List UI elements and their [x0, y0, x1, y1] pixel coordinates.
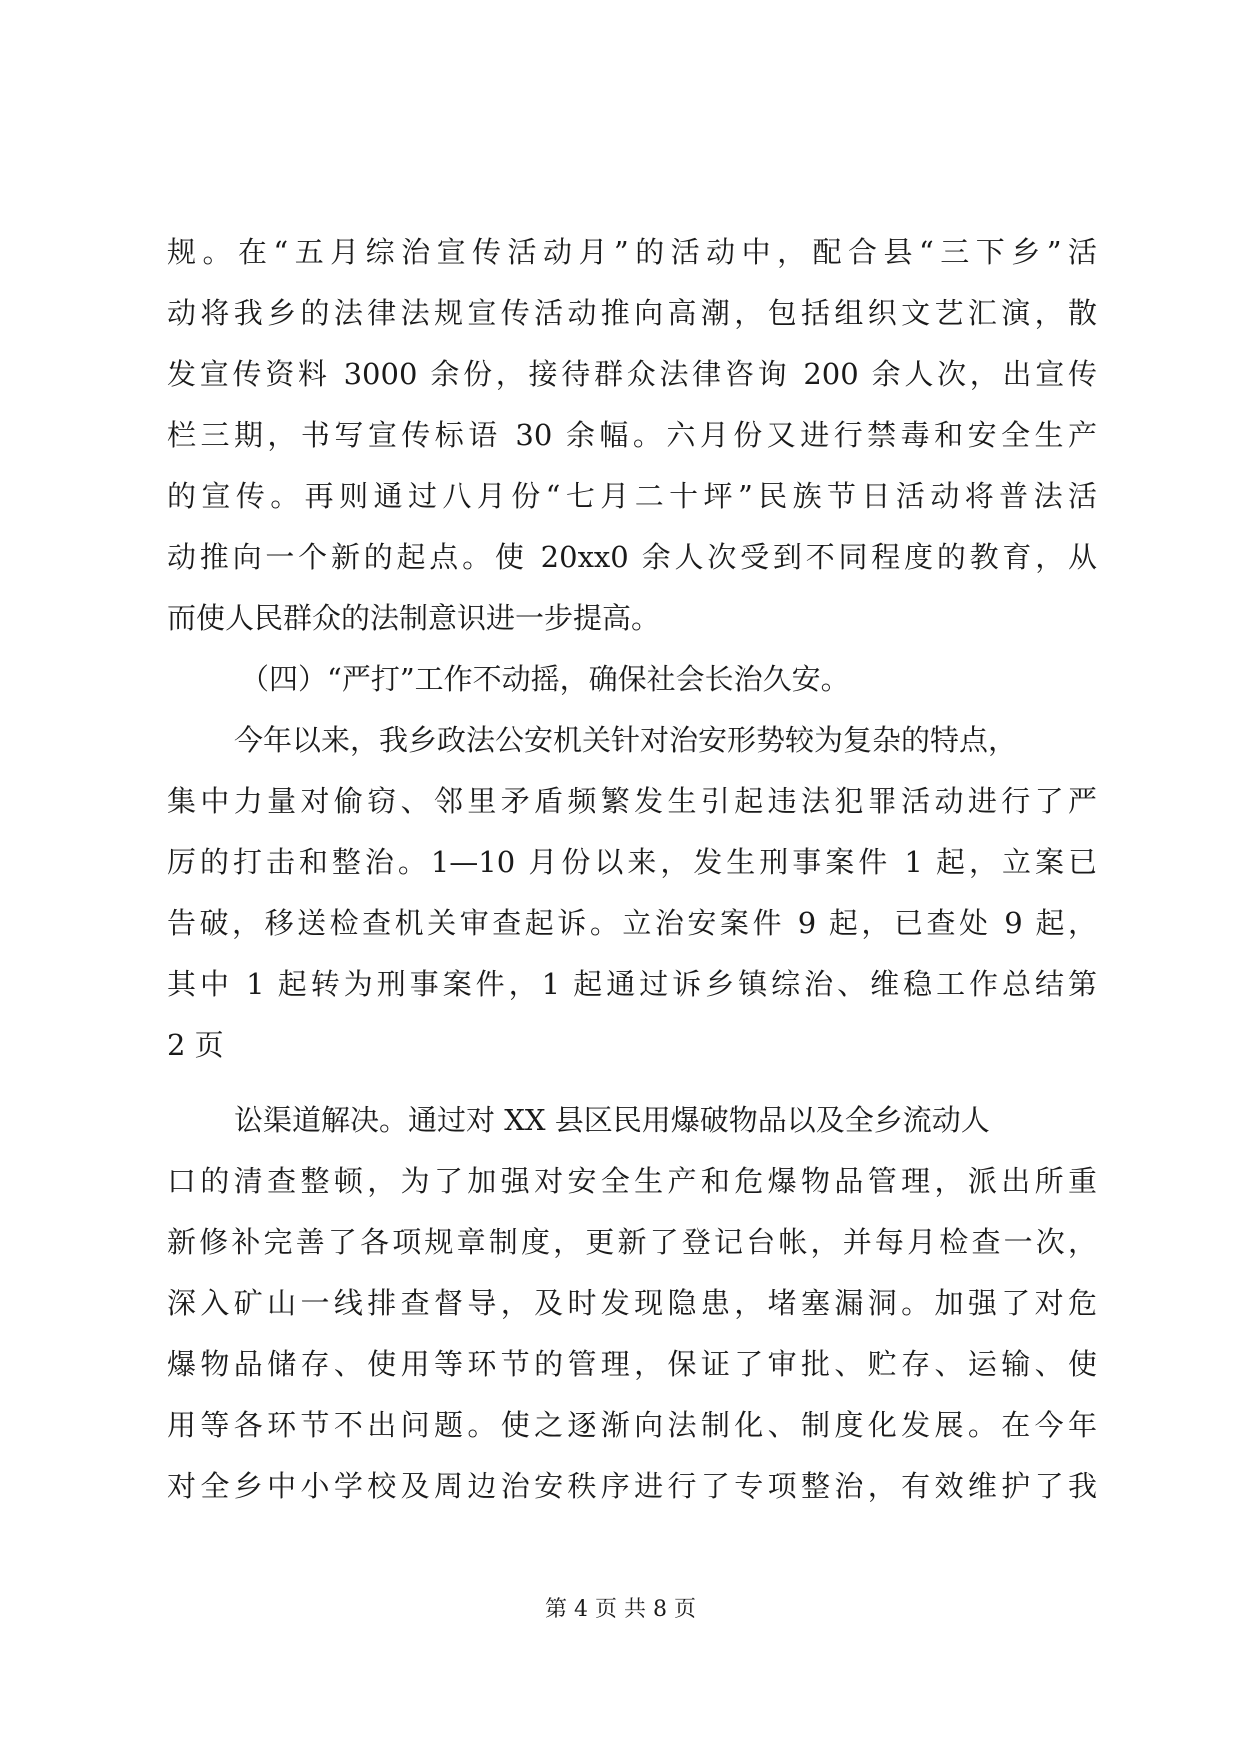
text-line: 今年以来，我乡政法公安机关针对治安形势较为复杂的特点， [234, 723, 1018, 757]
text-line: 讼渠道解决。通过对 XX 县区民用爆破物品以及全乡流动人 [234, 1103, 990, 1137]
text-line: 口的清查整顿，为了加强对安全生产和危爆物品管理，派出所重 [167, 1164, 1097, 1198]
text-line: 用等各环节不出问题。使之逐渐向法制化、制度化发展。在今年 [167, 1408, 1097, 1442]
page-number: 第 4 页 共 8 页 [545, 1597, 696, 1622]
document-body [167, 222, 1097, 1517]
text-line: 厉的打击和整治。1—10 月份以来，发生刑事案件 1 起，立案已 [167, 845, 1097, 879]
section-heading: （四）“严打”工作不动摇，确保社会长治久安。 [240, 662, 850, 696]
text-line: 栏三期，书写宣传标语 30 余幅。六月份又进行禁毒和安全生产 [167, 418, 1097, 452]
text-line: 规。在“五月综治宣传活动月”的活动中，配合县“三下乡”活 [167, 235, 1097, 269]
text-line: 其中 1 起转为刑事案件，1 起通过诉乡镇综治、维稳工作总结第 [167, 967, 1097, 1001]
text-line: 深入矿山一线排查督导，及时发现隐患，堵塞漏洞。加强了对危 [167, 1286, 1097, 1320]
text-line: 而使人民群众的法制意识进一步提高。 [167, 601, 661, 635]
text-line: 的宣传。再则通过八月份“七月二十坪”民族节日活动将普法活 [167, 479, 1097, 513]
text-line: 动推向一个新的起点。使 20xx0 余人次受到不同程度的教育，从 [167, 540, 1097, 574]
text-line: 告破，移送检查机关审查起诉。立治安案件 9 起，已查处 9 起， [167, 906, 1097, 940]
text-line: 2 页 [167, 1028, 224, 1062]
text-line: 新修补完善了各项规章制度，更新了登记台帐，并每月检查一次， [167, 1225, 1097, 1259]
text-line: 发宣传资料 3000 余份，接待群众法律咨询 200 余人次，出宣传 [167, 357, 1097, 391]
text-line: 对全乡中小学校及周边治安秩序进行了专项整治，有效维护了我 [167, 1469, 1097, 1503]
text-line: 爆物品储存、使用等环节的管理，保证了审批、贮存、运输、使 [167, 1347, 1097, 1381]
text-line: 集中力量对偷窃、邻里矛盾频繁发生引起违法犯罪活动进行了严 [167, 784, 1097, 818]
text-line: 动将我乡的法律法规宣传活动推向高潮，包括组织文艺汇演，散 [167, 296, 1097, 330]
